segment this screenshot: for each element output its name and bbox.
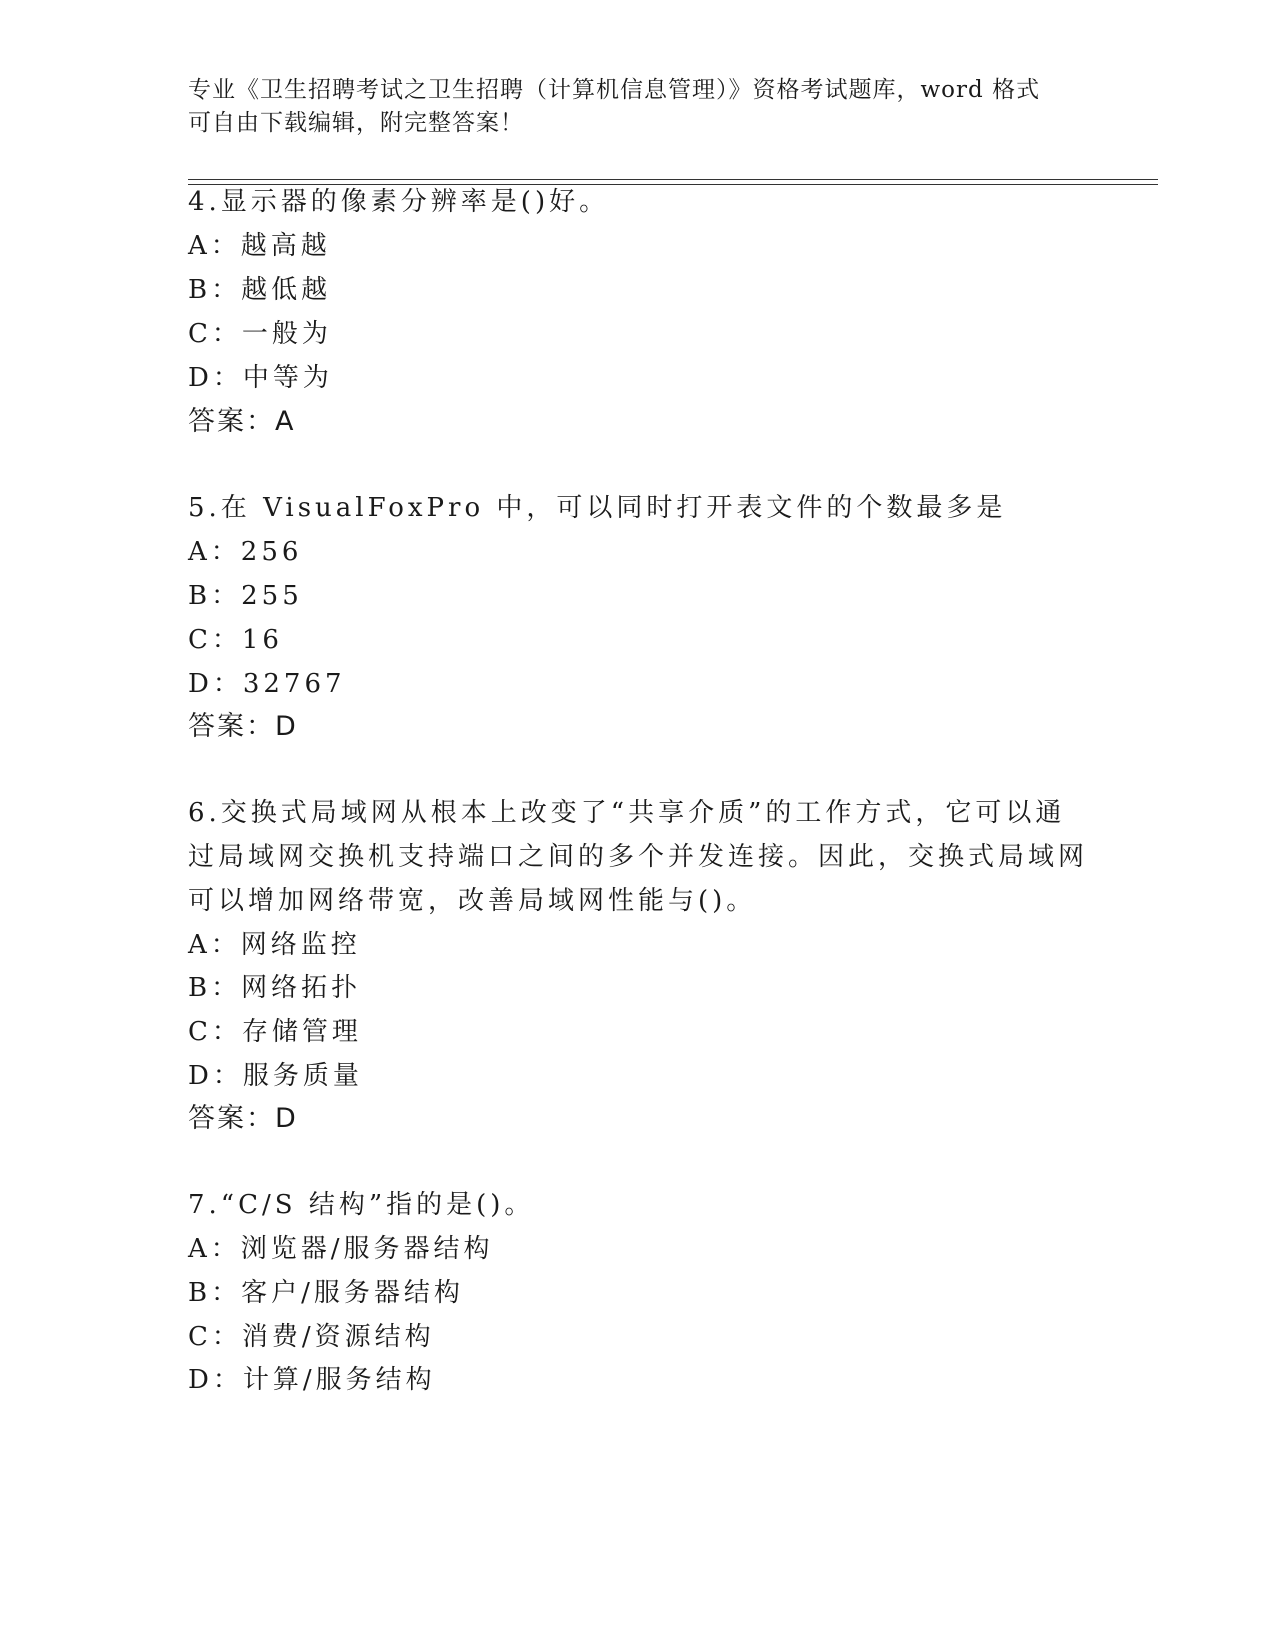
question-4-answer: 答案：A [188, 406, 296, 437]
question-6-stem-line-1: 6.交换式局域网从根本上改变了“共享介质”的工作方式，它可以通 [188, 798, 1066, 828]
document-header [188, 74, 1088, 140]
question-7-option-b: B：客户/服务器结构 [188, 1278, 464, 1308]
question-4-option-d: D：中等为 [188, 363, 333, 393]
question-5-answer: 答案：D [188, 711, 298, 742]
question-5-option-b: B：255 [188, 581, 303, 611]
header-line-1: 专业《卫生招聘考试之卫生招聘（计算机信息管理）》资格考试题库，word 格式 [188, 77, 1041, 103]
question-5-stem: 5.在 VisualFoxPro 中，可以同时打开表文件的个数最多是 [188, 493, 1007, 523]
question-4-option-a: A：越高越 [188, 231, 331, 261]
header-divider-bottom [188, 184, 1158, 185]
question-5-option-c: C：16 [188, 625, 283, 655]
question-5-option-d: D：32767 [188, 669, 346, 699]
question-4-stem: 4.显示器的像素分辨率是()好。 [188, 187, 610, 217]
question-6-option-b: B：网络拓扑 [188, 973, 362, 1003]
question-6-stem-line-3: 可以增加网络带宽，改善局域网性能与()。 [188, 886, 757, 916]
header-divider-top [188, 179, 1158, 180]
question-6-option-d: D：服务质量 [188, 1061, 363, 1091]
question-6-answer: 答案：D [188, 1103, 298, 1134]
question-7-stem: 7.“C/S 结构”指的是()。 [188, 1190, 535, 1220]
question-5-option-a: A：256 [188, 537, 303, 567]
question-6-stem-line-2: 过局域网交换机支持端口之间的多个并发连接。因此，交换式局域网 [188, 842, 1089, 872]
question-7-option-c: C：消费/资源结构 [188, 1322, 435, 1352]
question-6-option-c: C：存储管理 [188, 1017, 362, 1047]
question-6-option-a: A：网络监控 [188, 930, 361, 960]
question-7-option-a: A：浏览器/服务器结构 [188, 1234, 494, 1264]
question-7-option-d: D：计算/服务结构 [188, 1365, 436, 1395]
question-4-option-c: C：一般为 [188, 319, 332, 349]
question-4-option-b: B：越低越 [188, 275, 332, 305]
header-line-2: 可自由下载编辑，附完整答案！ [188, 110, 524, 136]
